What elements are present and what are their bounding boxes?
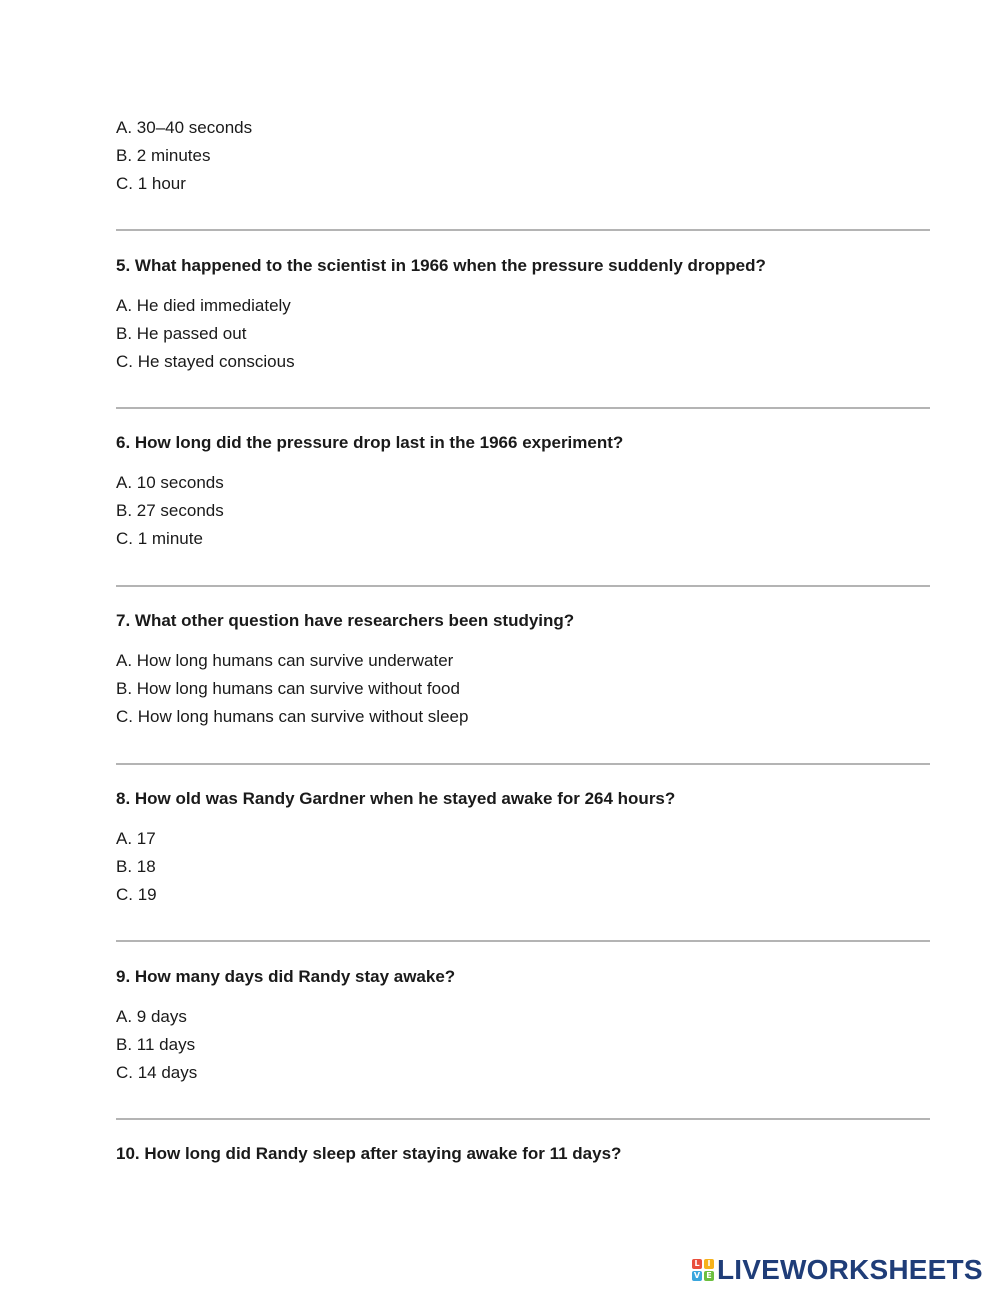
divider — [116, 940, 930, 942]
answer-option[interactable]: A. 9 days — [116, 1007, 187, 1026]
answer-option[interactable]: C. He stayed conscious — [116, 352, 295, 371]
answer-option[interactable]: B. 18 — [116, 857, 156, 876]
answer-list-q8 — [116, 825, 157, 909]
answer-option[interactable]: A. How long humans can survive underwater — [116, 651, 454, 670]
answer-option[interactable]: B. He passed out — [116, 324, 247, 343]
divider — [116, 1118, 930, 1120]
answer-option[interactable]: A. 17 — [116, 829, 156, 848]
answer-list-q5 — [116, 292, 295, 376]
liveworksheets-logo — [692, 1256, 983, 1284]
answer-option[interactable]: C. How long humans can survive without sleep — [116, 707, 469, 726]
question-5: 5. What happened to the scientist in 1966 when the pressure suddenly dropped? — [116, 256, 766, 275]
question-10: 10. How long did Randy sleep after staying awake for 11 days? — [116, 1144, 622, 1163]
answer-option[interactable]: C. 1 hour — [116, 174, 186, 193]
answer-option[interactable]: C. 14 days — [116, 1063, 198, 1082]
question-6: 6. How long did the pressure drop last in the 1966 experiment? — [116, 433, 624, 452]
answer-option[interactable]: B. How long humans can survive without food — [116, 679, 460, 698]
question-8: 8. How old was Randy Gardner when he stayed awake for 264 hours? — [116, 789, 676, 808]
answer-option[interactable]: B. 27 seconds — [116, 501, 224, 520]
answer-option[interactable]: B. 11 days — [116, 1035, 196, 1054]
divider — [116, 407, 930, 409]
divider — [116, 229, 930, 231]
answer-list-q6 — [116, 469, 224, 553]
answer-list-q7 — [116, 647, 468, 731]
answer-list-q4 — [116, 114, 252, 198]
logo-mark-tile: V — [693, 1271, 701, 1280]
logo-mark-tile: E — [704, 1271, 714, 1281]
answer-option[interactable]: C. 1 minute — [116, 529, 203, 548]
logo-mark-tile: L — [692, 1259, 702, 1269]
answer-option[interactable]: C. 19 — [116, 885, 157, 904]
answer-list-q9 — [116, 1003, 197, 1087]
question-9: 9. How many days did Randy stay awake? — [116, 967, 456, 986]
answer-option[interactable]: A. 30–40 seconds — [116, 118, 253, 137]
answer-option[interactable]: A. He died immediately — [116, 296, 291, 315]
answer-option[interactable]: B. 2 minutes — [116, 146, 211, 165]
divider — [116, 585, 930, 587]
logo-wordmark: LIVEWORKSHEETS — [717, 1254, 983, 1285]
liveworksheets-mark-icon — [692, 1259, 714, 1281]
divider — [116, 763, 930, 765]
answer-option[interactable]: A. 10 seconds — [116, 473, 224, 492]
question-7: 7. What other question have researchers been studying? — [116, 611, 575, 630]
logo-mark-tile: I — [704, 1259, 714, 1269]
